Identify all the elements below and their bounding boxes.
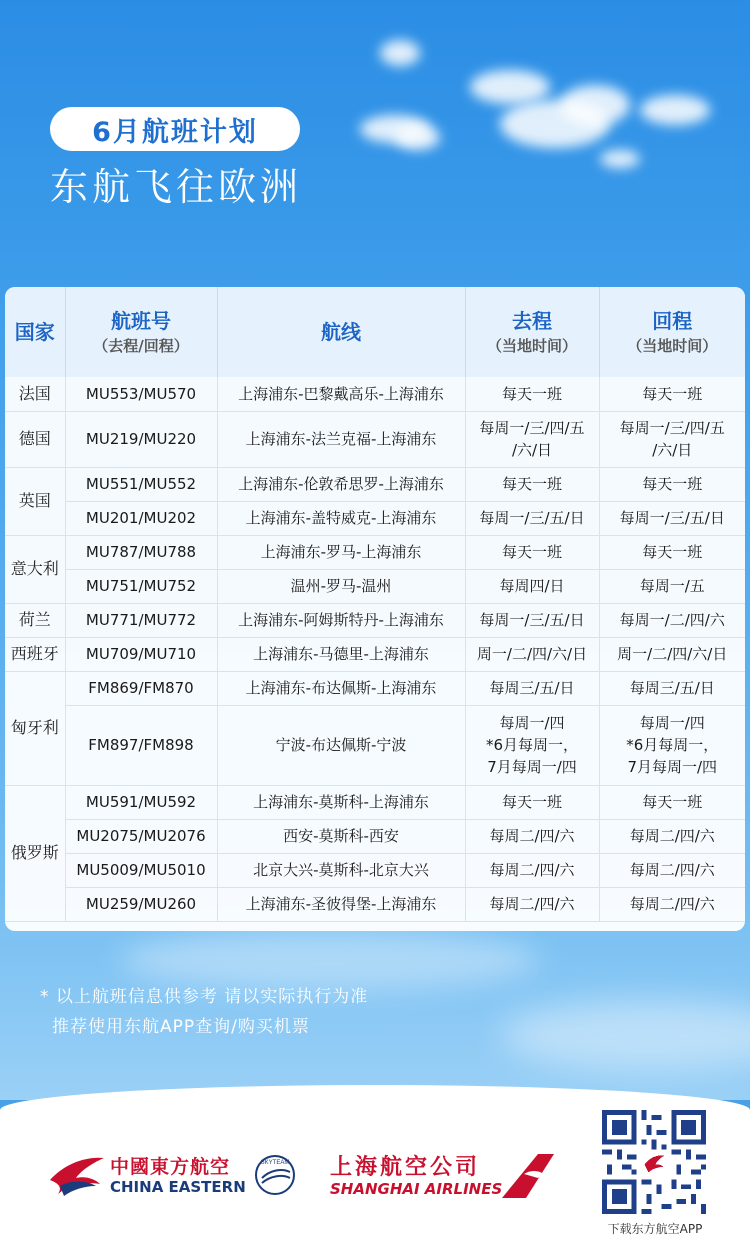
qr-code [602,1110,706,1214]
route-cell: 北京大兴-莫斯科-北京大兴 [217,853,465,887]
table-row [5,853,745,887]
flight-table [5,287,745,922]
country-cell: 荷兰 [5,603,65,637]
flight-cell: MU219/MU220 [65,411,217,467]
outbound-cell: 周一/二/四/六/日 [465,637,599,671]
table-row [5,411,745,467]
country-cell: 西班牙 [5,637,65,671]
flight-cell: MU5009/MU5010 [65,853,217,887]
country-cell: 德国 [5,411,65,467]
table-header-row [5,287,745,377]
table-row [5,603,745,637]
route-cell: 上海浦东-圣彼得堡-上海浦东 [217,887,465,921]
header-country: 国家 [5,287,65,377]
return-cell: 每周一/五 [599,569,745,603]
table-row [5,887,745,921]
table-row [5,569,745,603]
return-cell: 每天一班 [599,535,745,569]
return-cell: 每天一班 [599,377,745,411]
return-cell: 每天一班 [599,785,745,819]
return-cell: 周一/二/四/六/日 [599,637,745,671]
return-cell: 每周一/二/四/六 [599,603,745,637]
outbound-cell: 每周一/四 *6月每周一， 7月每周一/四 [465,705,599,785]
return-cell: 每周二/四/六 [599,853,745,887]
flight-cell: MU551/MU552 [65,467,217,501]
flight-cell: MU771/MU772 [65,603,217,637]
outbound-cell: 每周一/三/四/五 /六/日 [465,411,599,467]
disclaimer-note [40,982,368,1042]
header-flight: 航班号 （去程/回程） [65,287,217,377]
country-cell: 意大利 [5,535,65,603]
table-row [5,819,745,853]
return-cell: 每周二/四/六 [599,819,745,853]
outbound-cell: 每周一/三/五/日 [465,603,599,637]
flight-cell: MU591/MU592 [65,785,217,819]
route-cell: 上海浦东-罗马-上海浦东 [217,535,465,569]
outbound-cell: 每周二/四/六 [465,819,599,853]
flight-cell: MU553/MU570 [65,377,217,411]
outbound-cell: 每周二/四/六 [465,853,599,887]
flight-table-card [5,287,745,931]
route-cell: 上海浦东-巴黎戴高乐-上海浦东 [217,377,465,411]
route-cell: 宁波-布达佩斯-宁波 [217,705,465,785]
table-row [5,671,745,705]
route-cell: 上海浦东-布达佩斯-上海浦东 [217,671,465,705]
table-row [5,785,745,819]
return-cell: 每周一/四 *6月每周一， 7月每周一/四 [599,705,745,785]
skyteam-label: SKYTEAM [260,1160,290,1166]
flight-cell: MU751/MU752 [65,569,217,603]
table-row [5,467,745,501]
shanghai-airlines-name-en: SHANGHAI AIRLINES [330,1180,503,1198]
return-cell: 每天一班 [599,467,745,501]
flight-cell: FM897/FM898 [65,705,217,785]
china-eastern-swallow-icon [46,1150,106,1200]
outbound-cell: 每天一班 [465,467,599,501]
route-cell: 上海浦东-马德里-上海浦东 [217,637,465,671]
flight-cell: FM869/FM870 [65,671,217,705]
shanghai-airlines-name-cn: 上海航空公司 [330,1154,481,1180]
table-row [5,637,745,671]
header-outbound: 去程 （当地时间） [465,287,599,377]
note-line-1: * 以上航班信息供参考 请以实际执行为准 [40,987,369,1007]
route-cell: 上海浦东-伦敦希思罗-上海浦东 [217,467,465,501]
china-eastern-name-en: CHINA EASTERN [110,1178,246,1196]
outbound-cell: 每天一班 [465,377,599,411]
country-cell: 法国 [5,377,65,411]
return-cell: 每周一/三/四/五 /六/日 [599,411,745,467]
outbound-cell: 每周一/三/五/日 [465,501,599,535]
header-return: 回程 （当地时间） [599,287,745,377]
table-row [5,535,745,569]
china-eastern-logo [46,1150,306,1202]
flight-cell: MU2075/MU2076 [65,819,217,853]
table-row [5,705,745,785]
china-eastern-name-cn: 中國東方航空 [110,1156,231,1178]
return-cell: 每周二/四/六 [599,887,745,921]
flight-cell: MU787/MU788 [65,535,217,569]
qr-label: 下载东方航空APP [607,1222,703,1236]
shanghai-airlines-logo [330,1150,560,1202]
page-subtitle: 东航飞往欧洲 [50,165,303,209]
crane-tail-icon [498,1152,558,1200]
country-cell: 英国 [5,467,65,535]
outbound-cell: 每周二/四/六 [465,887,599,921]
route-cell: 西安-莫斯科-西安 [217,819,465,853]
route-cell: 温州-罗马-温州 [217,569,465,603]
flight-cell: MU709/MU710 [65,637,217,671]
outbound-cell: 每周四/日 [465,569,599,603]
header-route: 航线 [217,287,465,377]
table-row [5,377,745,411]
outbound-cell: 每天一班 [465,535,599,569]
outbound-cell: 每天一班 [465,785,599,819]
flight-cell: MU201/MU202 [65,501,217,535]
route-cell: 上海浦东-盖特威克-上海浦东 [217,501,465,535]
table-row [5,501,745,535]
country-cell: 匈牙利 [5,671,65,785]
outbound-cell: 每周三/五/日 [465,671,599,705]
return-cell: 每周三/五/日 [599,671,745,705]
route-cell: 上海浦东-莫斯科-上海浦东 [217,785,465,819]
route-cell: 上海浦东-阿姆斯特丹-上海浦东 [217,603,465,637]
flight-cell: MU259/MU260 [65,887,217,921]
page-badge: 6月航班计划 [50,107,300,151]
skyteam-icon [252,1152,298,1198]
return-cell: 每周一/三/五/日 [599,501,745,535]
note-line-2: 推荐使用东航APP查询/购买机票 [52,1017,310,1037]
country-cell: 俄罗斯 [5,785,65,921]
route-cell: 上海浦东-法兰克福-上海浦东 [217,411,465,467]
